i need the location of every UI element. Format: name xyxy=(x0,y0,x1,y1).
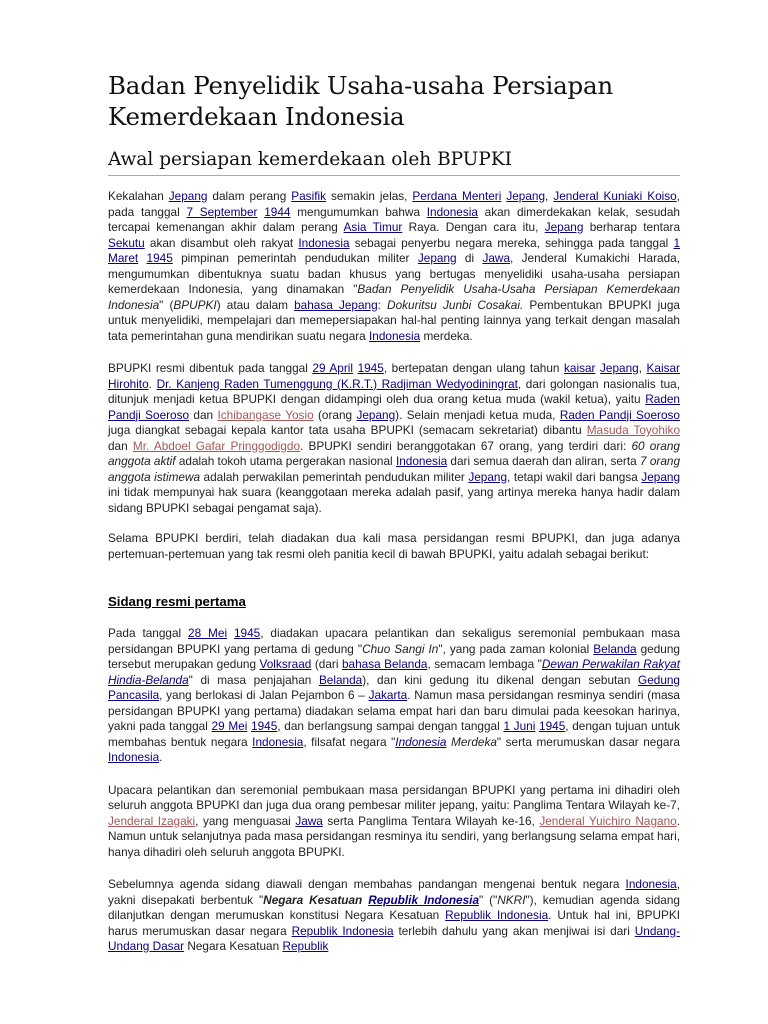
link-hirohito[interactable]: Hirohito xyxy=(108,376,149,391)
paragraph-5: Upacara pelantikan dan seremonial pembukaan masa persidangan BPUPKI yang pertama ini dihadiri oleh seluruh anggota BPUPKI dan juga dua orang pembesar militer jepang, yaitu: Panglima Tentara Wilayah ke-7, Jenderal Izagaki, yang menguasai Jawa serta Panglima Tentara Wilayah ke-16, Jenderal Yuichiro Nagano. Namun untuk selanjutnya pada masa persidangan resminya itu sendiri, yang berlangsung selama empat hari, hanya dihadiri oleh seluruh anggota BPUPKI. xyxy=(108,782,680,859)
link-pasifik[interactable]: Pasifik xyxy=(291,189,326,203)
link-indonesia[interactable]: Indonesia xyxy=(625,877,677,891)
link-1945[interactable]: 1945 xyxy=(539,719,566,733)
link-republik-indonesia[interactable]: Republik Indonesia xyxy=(291,923,394,938)
italic-term: Dokuritsu Junbi Cosakai. xyxy=(387,297,524,312)
link-dewan-perwakilan-rakyat-hindia-belanda[interactable]: Dewan Perwakilan Rakyat Hindia-Belanda xyxy=(108,657,681,687)
link-raden-pandji-soeroso[interactable]: Raden Pandji Soeroso xyxy=(108,392,680,422)
link-gedung-pancasila[interactable]: Gedung Pancasila xyxy=(108,672,680,702)
link-jawa[interactable]: Jawa xyxy=(482,251,511,265)
link-kaisar[interactable]: kaisar xyxy=(563,361,596,375)
link-jepang[interactable]: Jepang xyxy=(168,189,208,203)
italic-term: Badan Penyelidik Usaha-Usaha Persiapan Kemerdekaan Indonesia xyxy=(108,282,680,312)
link-bahasa-jepang[interactable]: bahasa Jepang xyxy=(294,297,378,312)
link-raden-pandji-soeroso[interactable]: Raden Pandji Soeroso xyxy=(559,407,680,422)
link-jepang[interactable]: Jepang xyxy=(641,469,680,484)
link-republik-indonesia[interactable]: Republik Indonesia xyxy=(445,908,549,922)
link-indonesia[interactable]: Indonesia xyxy=(298,235,350,250)
link-radjiman-wedyodiningrat[interactable]: Dr. Kanjeng Raden Tumenggung (K.R.T.) Radjiman Wedyodiningrat xyxy=(156,376,518,391)
link-jepang[interactable]: Jepang xyxy=(544,220,584,234)
link-jepang[interactable]: Jepang xyxy=(600,361,639,375)
article xyxy=(108,70,680,972)
paragraph-6: Sebelumnya agenda sidang diawali dengan membahas pandangan mengenai bentuk negara Indonesia, yakni disepakati berbentuk "Negara Kesatuan Republik Indonesia" ("NKRI"), kemudian agenda sidang dilanjutkan dengan merumuskan konstitusi Negara Kesatuan Republik Indonesia. Untuk hal ini, BPUPKI harus merumuskan dasar negara Republik Indonesia terlebih dahulu yang akan menjiwai isi dari Undang-Undang Dasar Negara Kesatuan Republik xyxy=(108,877,681,953)
link-29-mei[interactable]: 29 Mei xyxy=(211,719,248,733)
link-republik[interactable]: Republik xyxy=(282,939,329,953)
section-heading-awal-persiapan: Awal persiapan kemerdekaan oleh BPUPKI xyxy=(108,149,680,176)
paragraph-3: Selama BPUPKI berdiri, telah diadakan dua kali masa persidangan resmi BPUPKI, dan juga adanya pertemuan-pertemuan yang tak resmi oleh panitia kecil di bawah BPUPKI, yaitu adalah sebagai berikut: xyxy=(108,531,680,561)
link-indonesia[interactable]: Indonesia xyxy=(395,734,447,749)
link-abdoel-gafar-pringgodigdo[interactable]: Mr. Abdoel Gafar Pringgodigdo xyxy=(132,438,301,453)
link-masuda-toyohiko[interactable]: Masuda Toyohiko xyxy=(586,423,681,437)
italic-term: Chuo Sangi In xyxy=(362,641,439,656)
link-perdana-menteri[interactable]: Perdana Menteri xyxy=(412,189,502,203)
link-bahasa-belanda[interactable]: bahasa Belanda xyxy=(341,657,428,671)
link-jepang[interactable]: Jepang xyxy=(417,251,457,265)
italic-term: 60 orang anggota aktif xyxy=(108,438,680,468)
link-1945[interactable]: 1945 xyxy=(251,719,278,733)
link-indonesia[interactable]: Indonesia xyxy=(369,328,421,343)
link-indonesia[interactable]: Indonesia xyxy=(252,734,304,749)
link-jenderal-izagaki[interactable]: Jenderal Izagaki xyxy=(108,813,196,828)
link-1945[interactable]: 1945 xyxy=(357,361,384,375)
link-1944[interactable]: 1944 xyxy=(264,204,291,219)
section-heading-sidang-resmi-pertama: Sidang resmi pertama xyxy=(108,594,246,609)
link-jepang[interactable]: Jepang xyxy=(468,469,508,484)
link-republik-indonesia[interactable]: Republik Indonesia xyxy=(368,892,480,907)
link-belanda[interactable]: Belanda xyxy=(593,641,637,656)
paragraph-2: BPUPKI resmi dibentuk pada tanggal 29 April 1945, bertepatan dengan ulang tahun kaisar Jepang, Kaisar Hirohito. Dr. Kanjeng Raden Tumenggung (K.R.T.) Radjiman Wedyodiningrat, dari golongan nasionalis tua, ditunjuk menjadi ketua BPUPKI dengan didampingi oleh dua orang ketua muda (wakil ketua), yaitu Raden Pandji Soeroso dan Ichibangase Yosio (orang Jepang). Selain menjadi ketua muda, Raden Pandji Soeroso juga diangkat sebagai kepala kantor tata usaha BPUPKI (semacam sekretariat) dibantu Masuda Toyohiko dan Mr. Abdoel Gafar Pringgodigdo. BPUPKI sendiri beranggotakan 67 orang, yang terdiri dari: 60 orang anggota aktif adalah tokoh utama pergerakan nasional Indonesia dari semua daerah dan aliran, serta 7 orang anggota istimewa adalah perwakilan pemerintah pendudukan militer Jepang, tetapi wakil dari bangsa Jepang ini tidak mempunyai hak suara (keanggotaan mereka adalah pasif, yang artinya mereka hanya hadir dalam sidang BPUPKI sebagai pengamat saja). xyxy=(108,361,681,515)
link-belanda[interactable]: Belanda xyxy=(318,672,363,687)
link-kaisar[interactable]: Kaisar xyxy=(646,361,680,375)
paragraph-1: Kekalahan Jepang dalam perang Pasifik semakin jelas, Perdana Menteri Jepang, Jenderal Kuniaki Koiso, pada tanggal 7 September 1944 mengumumkan bahwa Indonesia akan dimerdekakan kelak, sesudah tercapai kemenangan akhir dalam perang Asia Timur Raya. Dengan cara itu, Jepang berharap tentara Sekutu akan disambut oleh rakyat Indonesia sebagai penyerbu negara mereka, sehingga pada tanggal 1 Maret 1945 pimpinan pemerintah pendudukan militer Jepang di Jawa, Jenderal Kumakichi Harada, mengumumkan dibentuknya suatu badan khusus yang bertugas menyelidiki usaha-usaha persiapan kemerdekaan Indonesia, yang dinamakan "Badan Penyelidik Usaha-Usaha Persiapan Kemerdekaan Indonesia" (BPUPKI) atau dalam bahasa Jepang: Dokuritsu Junbi Cosakai. Pembentukan BPUPKI juga untuk menyelidiki, mempelajari dan memepersiapakan hal-hal penting lainnya yang terkait dengan masalah tata pemerintahan guna mendirikan suatu negara Indonesia merdeka. xyxy=(108,189,681,343)
link-indonesia[interactable]: Indonesia xyxy=(108,750,160,764)
link-jawa[interactable]: Jawa xyxy=(295,813,323,828)
link-undang-undang-dasar[interactable]: Undang-Undang Dasar xyxy=(108,923,681,953)
link-1-maret[interactable]: 1 Maret xyxy=(108,235,681,265)
link-1945[interactable]: 1945 xyxy=(233,626,261,640)
italic-term: 7 orang anggota istimewa xyxy=(108,454,680,484)
link-1-juni[interactable]: 1 Juni xyxy=(503,719,536,733)
link-jenderal-kuniaki-koiso[interactable]: Jenderal Kuniaki Koiso xyxy=(553,189,677,203)
link-jepang[interactable]: Jepang xyxy=(506,189,546,203)
italic-term: NKRI xyxy=(497,892,526,907)
link-sekutu[interactable]: Sekutu xyxy=(108,235,145,250)
link-7-september[interactable]: 7 September xyxy=(186,204,258,219)
link-volksraad[interactable]: Volksraad xyxy=(259,657,312,671)
link-29-april[interactable]: 29 April xyxy=(312,361,354,375)
paragraph-4: Pada tanggal 28 Mei 1945, diadakan upacara pelantikan dan sekaligus seremonial pembukaan masa persidangan BPUPKI yang pertama di gedung "Chuo Sangi In", yang pada zaman kolonial Belanda gedung tersebut merupakan gedung Volksraad (dari bahasa Belanda, semacam lembaga "Dewan Perwakilan Rakyat Hindia-Belanda" di masa penjajahan Belanda), dan kini gedung itu dikenal dengan sebutan Gedung Pancasila, yang berlokasi di Jalan Pejambon 6 – Jakarta. Namun masa persidangan resminya sendiri (masa persidangan BPUPKI yang pertama) diadakan selama empat hari dan baru dimulai pada keesokan harinya, yakni pada tanggal 29 Mei 1945, dan berlangsung sampai dengan tanggal 1 Juni 1945, dengan tujuan untuk membahas bentuk negara Indonesia, filsafat negara "Indonesia Merdeka" serta merumuskan dasar negara Indonesia. xyxy=(108,626,681,764)
link-indonesia[interactable]: Indonesia xyxy=(426,204,478,219)
link-jakarta[interactable]: Jakarta xyxy=(368,688,408,702)
italic-term: BPUPKI xyxy=(173,297,217,312)
link-jenderal-yuichiro-nagano[interactable]: Jenderal Yuichiro Nagano xyxy=(539,813,677,828)
link-indonesia[interactable]: Indonesia xyxy=(395,454,448,468)
link-jepang[interactable]: Jepang xyxy=(356,407,396,422)
link-28-mei[interactable]: 28 Mei xyxy=(188,626,228,640)
link-ichibangase-yosio[interactable]: Ichibangase Yosio xyxy=(217,407,314,422)
page-title: Badan Penyelidik Usaha-usaha Persiapan Kemerdekaan Indonesia xyxy=(108,71,613,131)
link-asia-timur[interactable]: Asia Timur xyxy=(343,220,403,234)
link-1945[interactable]: 1945 xyxy=(146,251,173,265)
